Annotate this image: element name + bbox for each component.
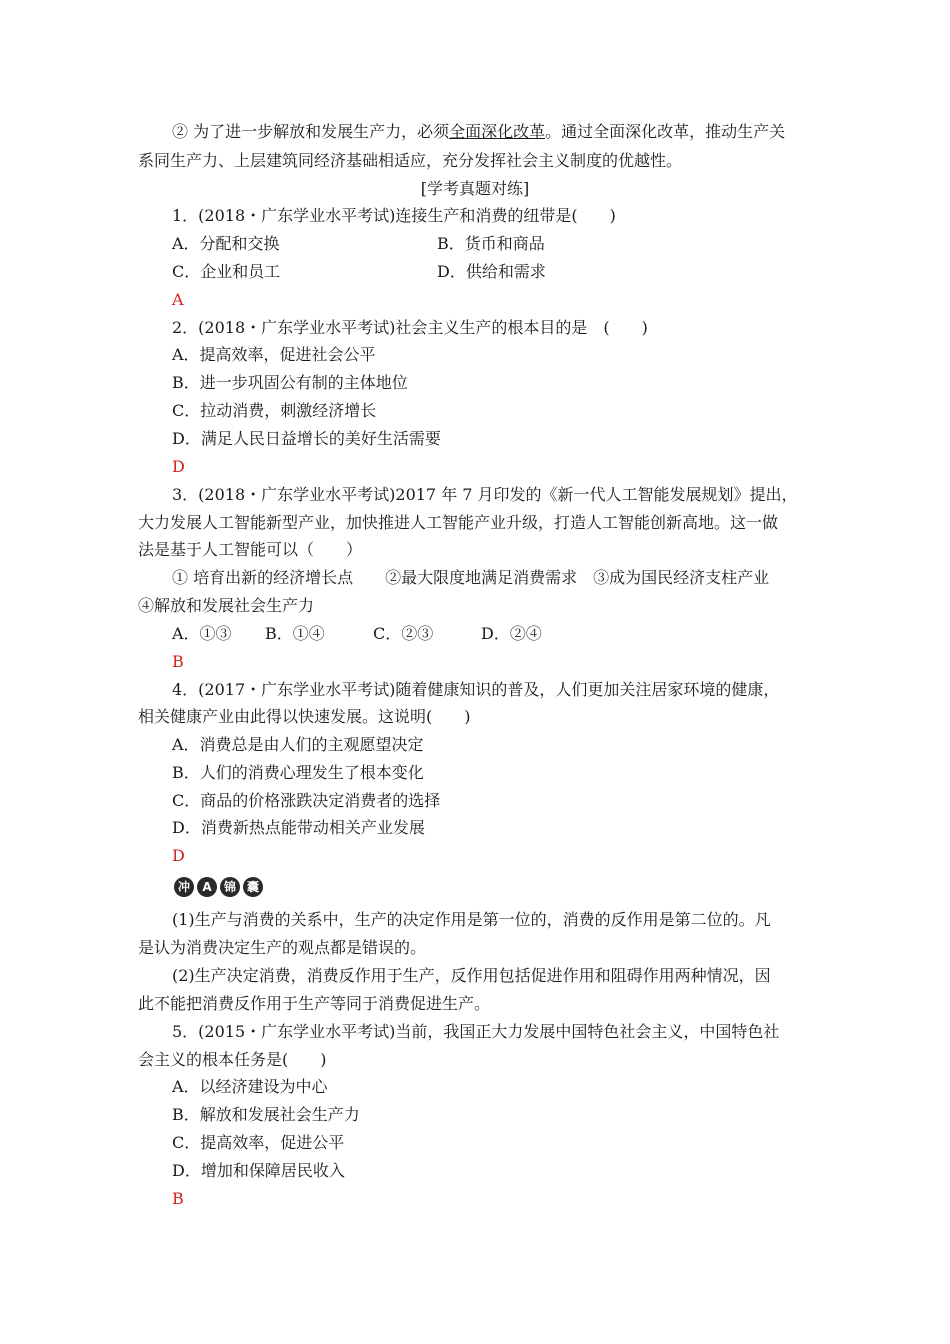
q1-stem: 1．(2018・广东学业水平考试)连接生产和消费的纽带是( ) xyxy=(172,206,616,225)
q4-stem-line-1: 4．(2017・广东学业水平考试)随着健康知识的普及，人们更加关注居家环境的健康， xyxy=(172,680,780,699)
tip-1-line-2: 是认为消费决定生产的观点都是错误的。 xyxy=(138,938,427,957)
q5-option-a: A．以经济建设为中心 xyxy=(172,1077,328,1096)
q3-options-row xyxy=(172,624,852,644)
q3-answer: B xyxy=(172,652,184,671)
q3-stem-line-3: 法是基于人工智能可以（ ） xyxy=(138,540,363,559)
q5-stem-line-2: 会主义的根本任务是( ) xyxy=(138,1050,327,1069)
q3-option-b: B．①④ xyxy=(265,624,325,643)
q5-option-c: C．提高效率，促进公平 xyxy=(172,1133,345,1152)
q4-option-b: B．人们的消费心理发生了根本变化 xyxy=(172,763,424,782)
q2-option-c: C．拉动消费，刺激经济增长 xyxy=(172,401,377,420)
tip-1-line-1: (1)生产与消费的关系中，生产的决定作用是第一位的，消费的反作用是第二位的。凡 xyxy=(172,910,771,929)
q1-option-b: B．货币和商品 xyxy=(437,234,545,253)
q4-answer: D xyxy=(172,846,185,865)
intro-text: 。通过全面深化改革，推动生产关 xyxy=(545,122,786,141)
intro-line-2: 系同生产力、上层建筑同经济基础相适应，充分发挥社会主义制度的优越性。 xyxy=(138,151,683,170)
q5-option-b: B．解放和发展社会生产力 xyxy=(172,1105,360,1124)
q4-stem-line-2: 相关健康产业由此得以快速发展。这说明( ) xyxy=(138,707,471,726)
q3-stem-line-2: 大力发展人工智能新型产业，加快推进人工智能产业升级，打造人工智能创新高地。这一做 xyxy=(138,513,779,532)
q1-option-d: D．供给和需求 xyxy=(437,262,546,281)
q3-items-line-1: ① 培育出新的经济增长点 ②最大限度地满足消费需求 ③成为国民经济支柱产业 xyxy=(172,568,770,587)
q1-options-row-2 xyxy=(172,262,852,282)
q3-option-a: A．①③ xyxy=(172,624,232,643)
q3-option-c: C．②③ xyxy=(373,624,434,643)
q1-options-row-1 xyxy=(172,234,852,254)
q2-stem: 2．(2018・广东学业水平考试)社会主义生产的根本目的是 ( ) xyxy=(172,318,648,337)
underlined-term: 全面深化改革 xyxy=(449,122,546,141)
chong-a-jinnang-badge xyxy=(174,876,263,898)
q5-answer: B xyxy=(172,1189,184,1208)
q2-option-d: D．满足人民日益增长的美好生活需要 xyxy=(172,429,441,448)
q2-option-b: B．进一步巩固公有制的主体地位 xyxy=(172,373,408,392)
intro-text: ② 为了进一步解放和发展生产力，必须 xyxy=(172,122,450,141)
q5-option-d: D．增加和保障居民收入 xyxy=(172,1161,345,1180)
badge-char: 冲 xyxy=(174,877,194,897)
q2-answer: D xyxy=(172,457,185,476)
q3-option-d: D．②④ xyxy=(481,624,542,643)
q2-option-a: A．提高效率，促进社会公平 xyxy=(172,345,376,364)
section-title: [学考真题对练] xyxy=(420,179,530,198)
q5-stem-line-1: 5．(2015・广东学业水平考试)当前，我国正大力发展中国特色社会主义，中国特色社 xyxy=(172,1022,780,1041)
q3-stem-line-1: 3．(2018・广东学业水平考试)2017 年 7 月印发的《新一代人工智能发展规划》提出， xyxy=(172,485,798,504)
q4-option-d: D．消费新热点能带动相关产业发展 xyxy=(172,818,425,837)
q1-option-a: A．分配和交换 xyxy=(172,234,280,253)
badge-char: 囊 xyxy=(243,877,263,897)
tip-2-line-2: 此不能把消费反作用于生产等同于消费促进生产。 xyxy=(138,994,491,1013)
intro-line-1 xyxy=(172,122,852,142)
q4-option-a: A．消费总是由人们的主观愿望决定 xyxy=(172,735,424,754)
q1-option-c: C．企业和员工 xyxy=(172,262,281,281)
badge-char: 锦 xyxy=(220,877,240,897)
q4-option-c: C．商品的价格涨跌决定消费者的选择 xyxy=(172,791,441,810)
q1-answer: A xyxy=(172,290,184,309)
badge-char: A xyxy=(197,877,217,897)
q3-items-line-2: ④解放和发展社会生产力 xyxy=(138,596,315,615)
tip-2-line-1: (2)生产决定消费，消费反作用于生产，反作用包括促进作用和阻碍作用两种情况，因 xyxy=(172,966,771,985)
